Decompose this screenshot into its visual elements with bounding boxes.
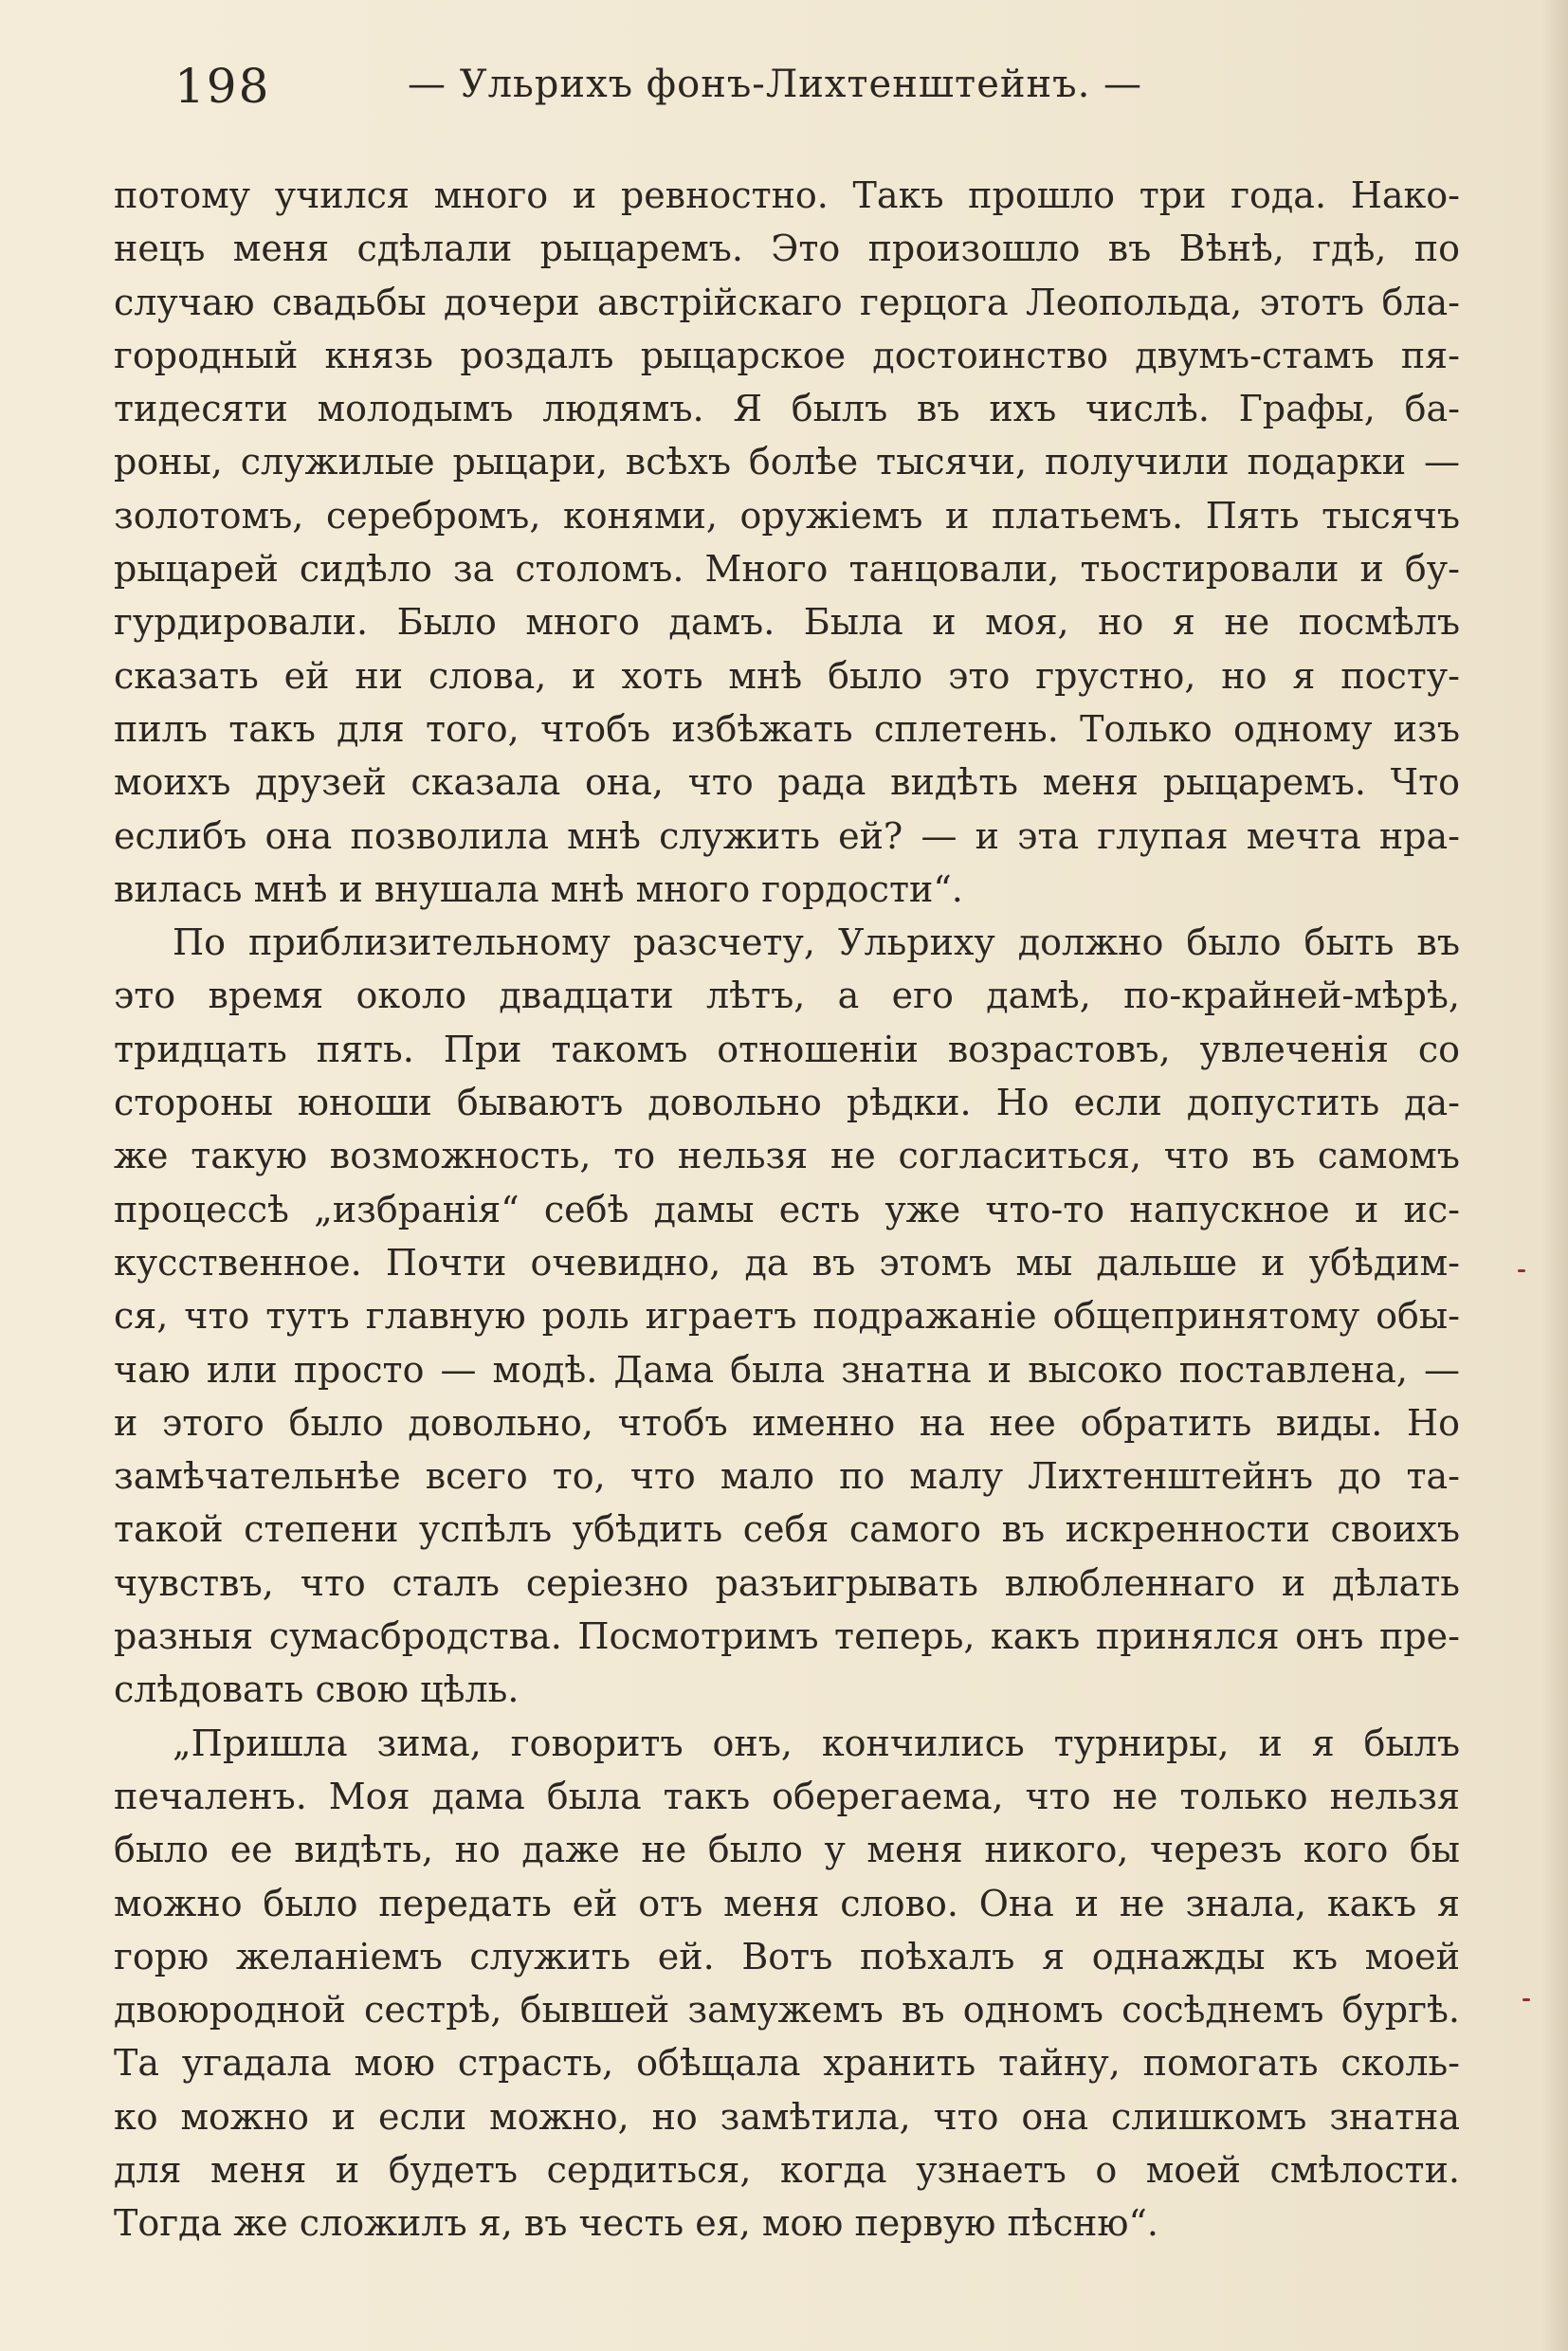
text-line: можно было передать ей отъ меня слово. Она и не знала, какъ я	[114, 1882, 1460, 1924]
text-line: горю желанiемъ служить ей. Вотъ поѣхалъ я однажды къ моей	[114, 1935, 1460, 1977]
text-line: случаю свадьбы дочери австрiйскаго герцога Леопольда, этотъ бла-	[114, 281, 1460, 323]
page-gutter-shadow	[1541, 0, 1568, 2351]
body-text	[114, 169, 1460, 2251]
text-line: пилъ такъ для того, чтобъ избѣжать сплетень. Только одному изъ	[114, 707, 1460, 750]
text-line: роны, служилые рыцари, всѣхъ болѣе тысячи, получили подарки —	[114, 441, 1460, 483]
text-line: чувствъ, что сталъ серiезно разъигрывать влюбленнаго и дѣлать	[114, 1561, 1460, 1604]
text-line: чаю или просто — модѣ. Дама была знатна и высоко поставлена, —	[114, 1348, 1460, 1391]
text-line: разныя сумасбродства. Посмотримъ теперь, какъ принялся онъ пре-	[114, 1615, 1460, 1658]
text-line: печаленъ. Моя дама была такъ оберегаема, что не только нельзя	[114, 1775, 1460, 1817]
text-line: для меня и будетъ сердиться, когда узнаетъ о моей смѣлости.	[114, 2148, 1460, 2191]
text-line: гурдировали. Было много дамъ. Была и моя, но я не посмѣлъ	[114, 601, 1460, 644]
text-line: это время около двадцати лѣтъ, а его дамѣ, по-крайней-мѣрѣ,	[114, 975, 1460, 1017]
page-number: 198	[174, 59, 271, 114]
paragraph-start-line: „Пришла зима, говоритъ онъ, кончились турниры, и я былъ	[173, 1722, 1460, 1764]
text-line: городный князь роздалъ рыцарское достоинство двумъ-стамъ пя-	[114, 334, 1460, 376]
text-line: было ее видѣть, но даже не было у меня никого, черезъ кого бы	[114, 1829, 1460, 1871]
text-line: вилась мнѣ и внушала мнѣ много гордости“.	[114, 867, 963, 910]
text-line: еслибъ она позволила мнѣ служить ей? — и эта глупая мечта нра-	[114, 814, 1460, 857]
text-line: ко можно и если можно, но замѣтила, что она слишкомъ знатна	[114, 2095, 1460, 2138]
text-line: двоюродной сестрѣ, бывшей замужемъ въ одномъ сосѣднемъ бургѣ.	[114, 1989, 1460, 2032]
running-head	[114, 59, 1460, 125]
text-line: такой степени успѣлъ убѣдить себя самого въ искренности своихъ	[114, 1508, 1460, 1551]
text-line: же такую возможность, то нельзя не согласиться, что въ самомъ	[114, 1135, 1460, 1177]
text-line: Та угадала мою страсть, обѣщала хранить тайну, помогать сколь-	[114, 2042, 1460, 2085]
paragraph-start-line: По приблизительному разсчету, Ульриху должно было быть въ	[173, 921, 1460, 964]
margin-ink-mark	[1518, 1269, 1525, 1272]
text-line: стороны юноши бываютъ довольно рѣдки. Но если допустить да-	[114, 1082, 1460, 1124]
text-line: золотомъ, серебромъ, конями, оружiемъ и платьемъ. Пять тысячъ	[114, 494, 1460, 537]
text-line: рыцарей сидѣло за столомъ. Много танцовали, тьостировали и бу-	[114, 548, 1460, 591]
text-line: Тогда же сложилъ я, въ честь ея, мою первую пѣсню“.	[114, 2202, 1158, 2245]
text-line: кусственное. Почти очевидно, да въ этомъ мы дальше и убѣдим-	[114, 1241, 1460, 1284]
text-line: и этого было довольно, чтобъ именно на нее обратить виды. Но	[114, 1401, 1460, 1444]
text-line: потому учился много и ревностно. Такъ прошло три года. Нако-	[114, 174, 1460, 216]
text-line: моихъ друзей сказала она, что рада видѣть меня рыцаремъ. Что	[114, 761, 1460, 804]
text-line: процессѣ „избранiя“ себѣ дамы есть уже что-то напускное и ис-	[114, 1188, 1460, 1230]
text-line: слѣдовать свою цѣль.	[114, 1668, 520, 1711]
text-line: замѣчательнѣе всего то, что мало по малу Лихтенштейнъ до та-	[114, 1455, 1460, 1498]
margin-ink-mark	[1522, 1998, 1530, 2001]
text-line: ся, что тутъ главную роль играетъ подражанiе общепринятому обы-	[114, 1295, 1460, 1338]
text-line: сказать ей ни слова, и хоть мнѣ было это грустно, но я посту-	[114, 654, 1460, 697]
running-title: — Ульрихъ фонъ-Лихтенштейнъ. —	[408, 63, 1143, 106]
text-line: нецъ меня сдѣлали рыцаремъ. Это произошло въ Вѣнѣ, гдѣ, по	[114, 228, 1460, 270]
text-line: тридцать пять. При такомъ отношенiи возрастовъ, увлеченiя со	[114, 1028, 1460, 1070]
text-line: тидесяти молодымъ людямъ. Я былъ въ ихъ числѣ. Графы, ба-	[114, 388, 1460, 430]
